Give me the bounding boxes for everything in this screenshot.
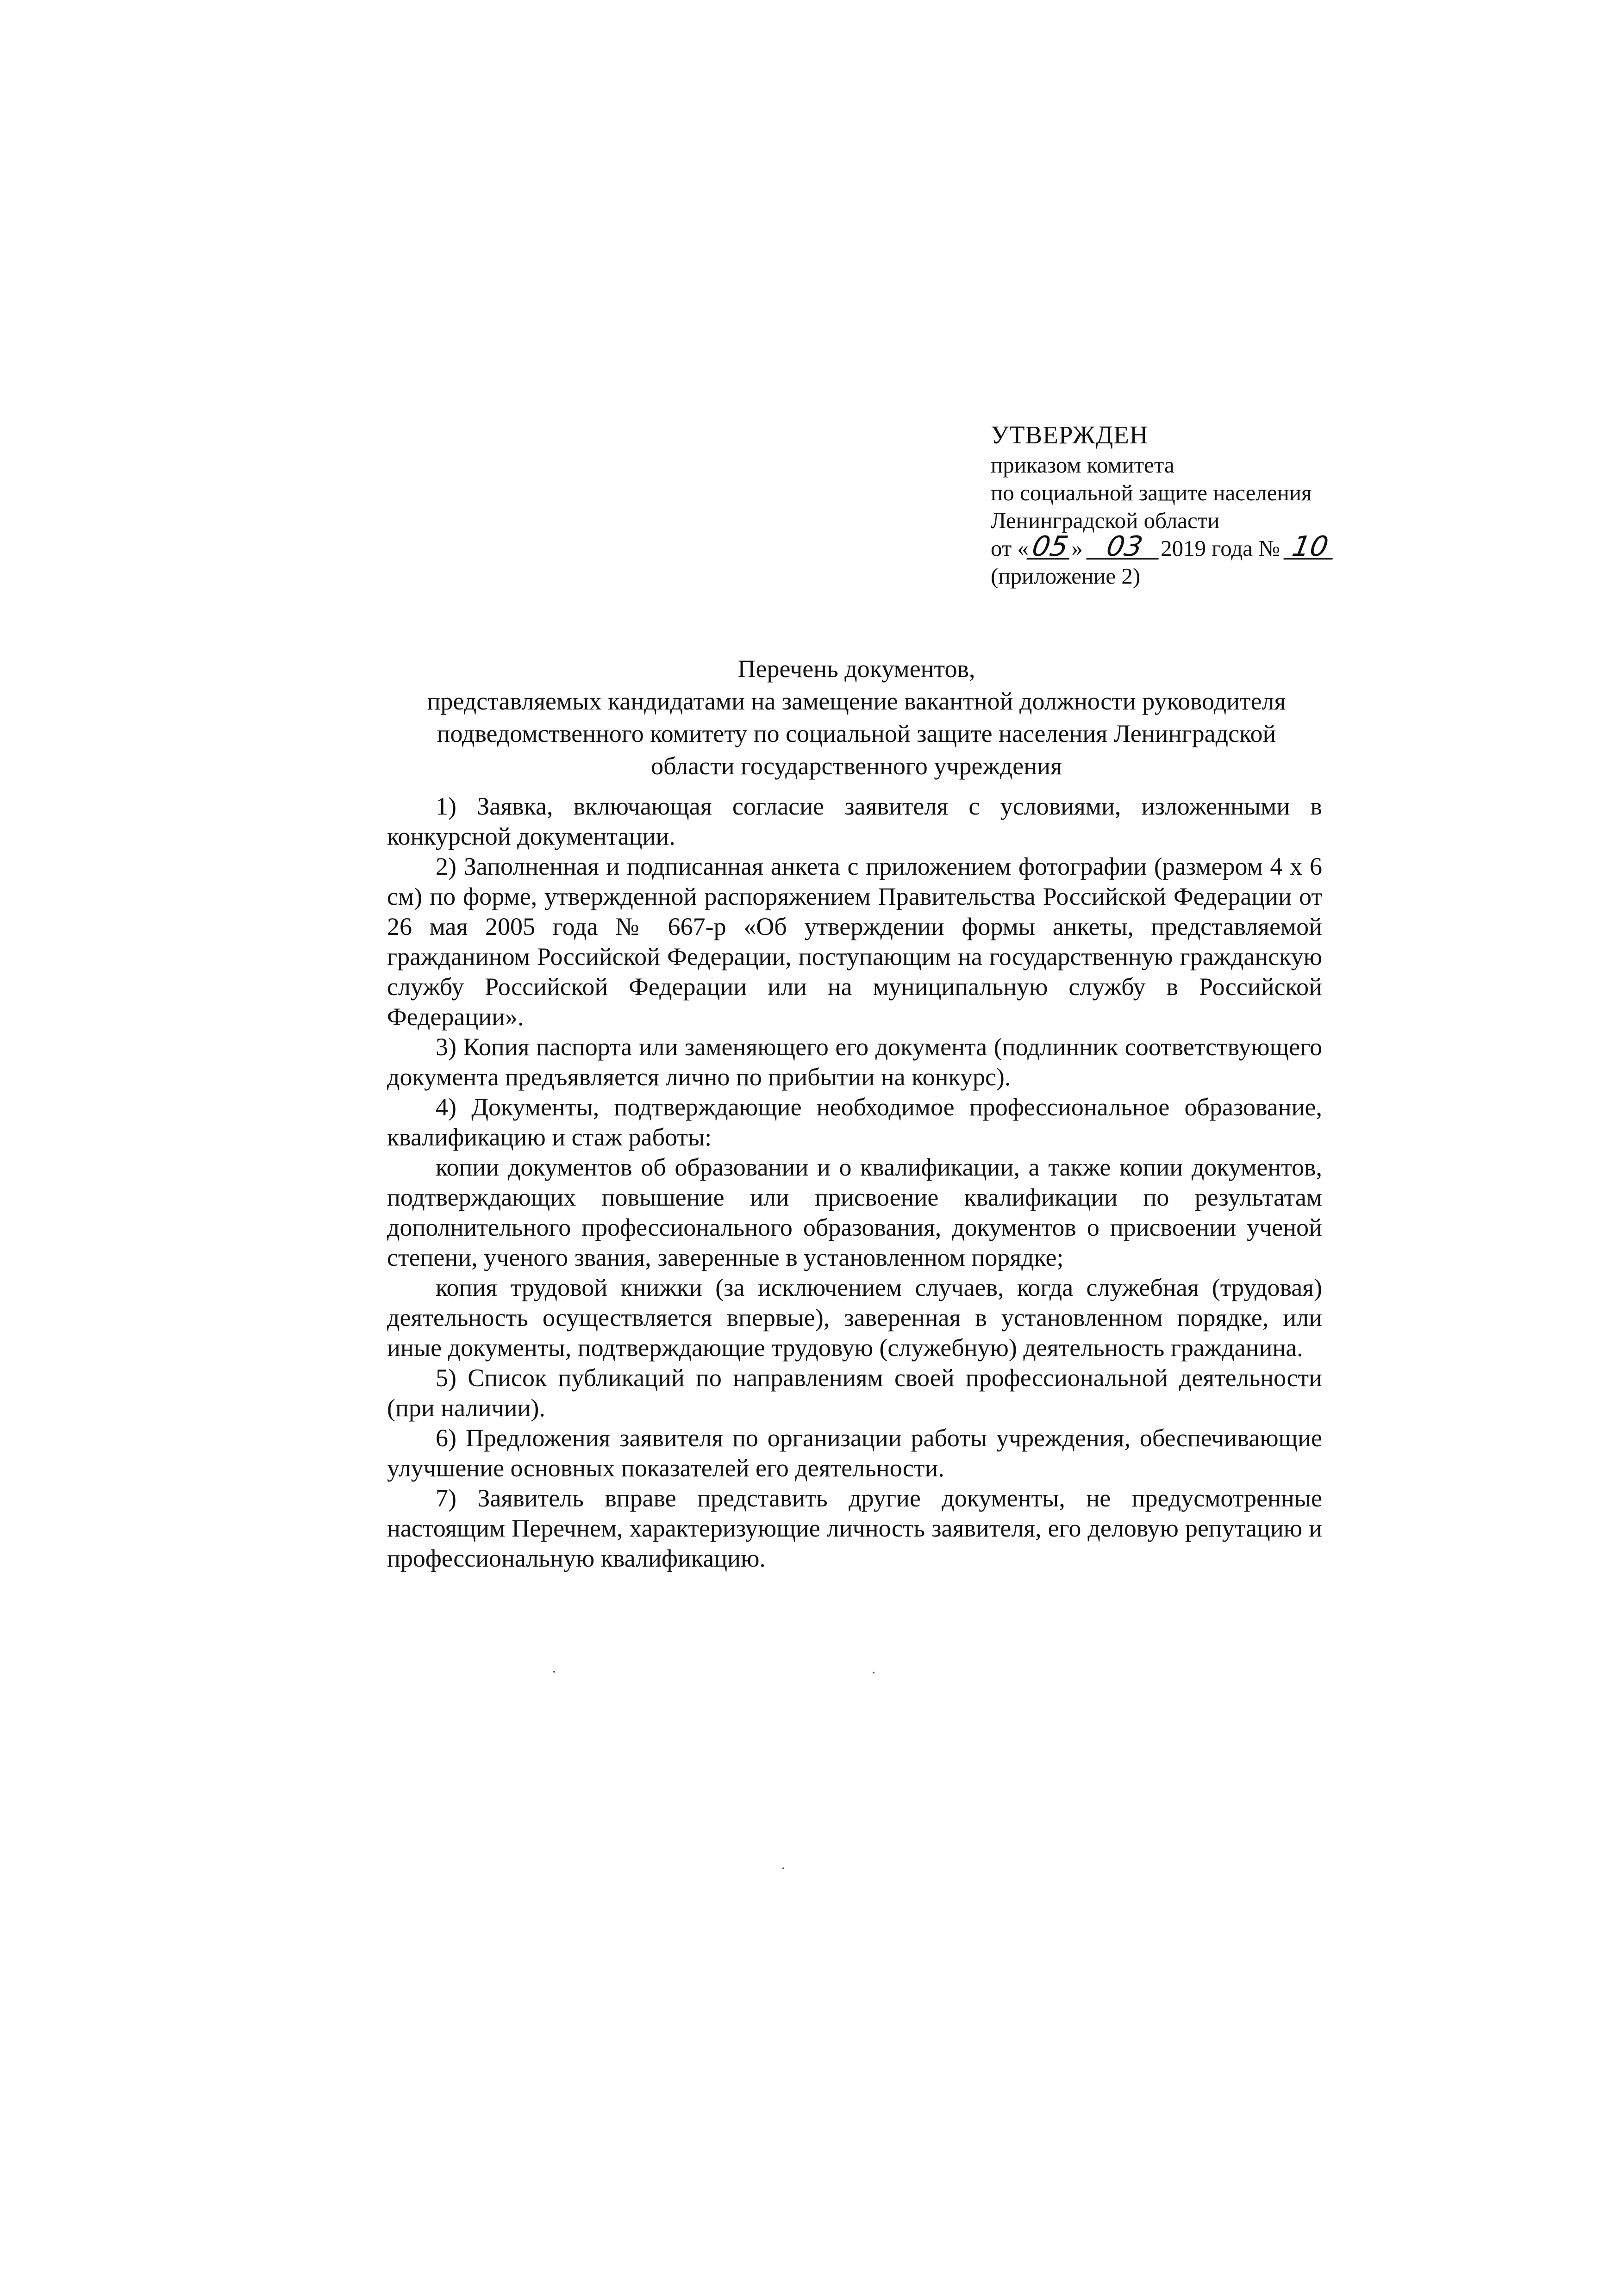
list-subitem: копии документов об образовании и о квалификации, а также копии документов, подтверждающих повышение или присвоение квалификации по результатам дополнительного профессионального образования, документов о присвоении ученой степени, ученого звания, заверенные в установленном порядке;	[387, 1153, 1322, 1271]
document-heading	[370, 653, 1343, 782]
heading-line-3: подведомственного комитету по социальной защите населения Ленинградской	[437, 720, 1276, 747]
handwritten-day: 05	[1026, 535, 1074, 560]
approval-title: УТВЕРЖДЕН	[991, 421, 1149, 449]
date-separator: »	[1071, 535, 1083, 561]
heading-line-2: представляемых кандидатами на замещение вакантной должности руководителя	[427, 687, 1286, 715]
list-item: 7) Заявитель вправе представить другие документы, не предусмотренные настоящим Перечнем, характеризующие личность заявителя, его деловую репутацию и профессиональную квалификацию.	[387, 1484, 1322, 1572]
approval-date-line	[991, 530, 1407, 563]
approval-line-2: по социальной защите населения	[991, 480, 1312, 505]
scan-speck	[553, 1671, 555, 1673]
approval-appendix: (приложение 2)	[991, 563, 1141, 589]
approval-line-3: Ленинградской области	[991, 508, 1220, 533]
date-prefix: от «	[991, 535, 1029, 561]
list-item: 5) Список публикаций по направлениям своей профессиональной деятельности (при наличии).	[387, 1364, 1322, 1422]
scan-speck	[873, 1672, 874, 1674]
list-item: 4) Документы, подтверждающие необходимое профессиональное образование, квалификацию и стаж работы:	[387, 1093, 1322, 1151]
list-item: 1) Заявка, включающая согласие заявителя с условиями, изложенными в конкурсной документации.	[387, 792, 1322, 850]
list-item: 3) Копия паспорта или заменяющего его документа (подлинник соответствующего документа предъявляется лично по прибытии на конкурс).	[387, 1033, 1322, 1091]
list-item: 6) Предложения заявителя по организации работы учреждения, обеспечивающие улучшение основных показателей его деятельности.	[387, 1424, 1322, 1482]
scan-speck	[782, 1867, 784, 1869]
approval-line-1: приказом комитета	[991, 452, 1174, 478]
list-item: 2) Заполненная и подписанная анкета с приложением фотографии (размером 4 х 6 см) по форме, утвержденной распоряжением Правительства Российской Федерации от 26 мая 2005 года № 667-р «Об утверждении формы анкеты, представляемой гражданином Российской Федерации, поступающим на государственную гражданскую службу Российской Федерации или на муниципальную службу в Российской Федерации».	[387, 852, 1322, 1031]
heading-line-4: области государственного учреждения	[651, 752, 1062, 780]
handwritten-order-number: 10	[1284, 535, 1337, 560]
heading-line-1: Перечень документов,	[737, 655, 975, 683]
list-subitem: копия трудовой книжки (за исключением случаев, когда служебная (трудовая) деятельность осуществляется впервые), заверенная в установленном порядке, или иные документы, подтверждающие трудовую (служебную) деятельность гражданина.	[387, 1274, 1322, 1362]
approval-block	[991, 419, 1407, 590]
date-year-suffix: 2019 года №	[1161, 535, 1280, 561]
handwritten-month: 03	[1086, 535, 1162, 560]
document-list	[387, 791, 1322, 1574]
